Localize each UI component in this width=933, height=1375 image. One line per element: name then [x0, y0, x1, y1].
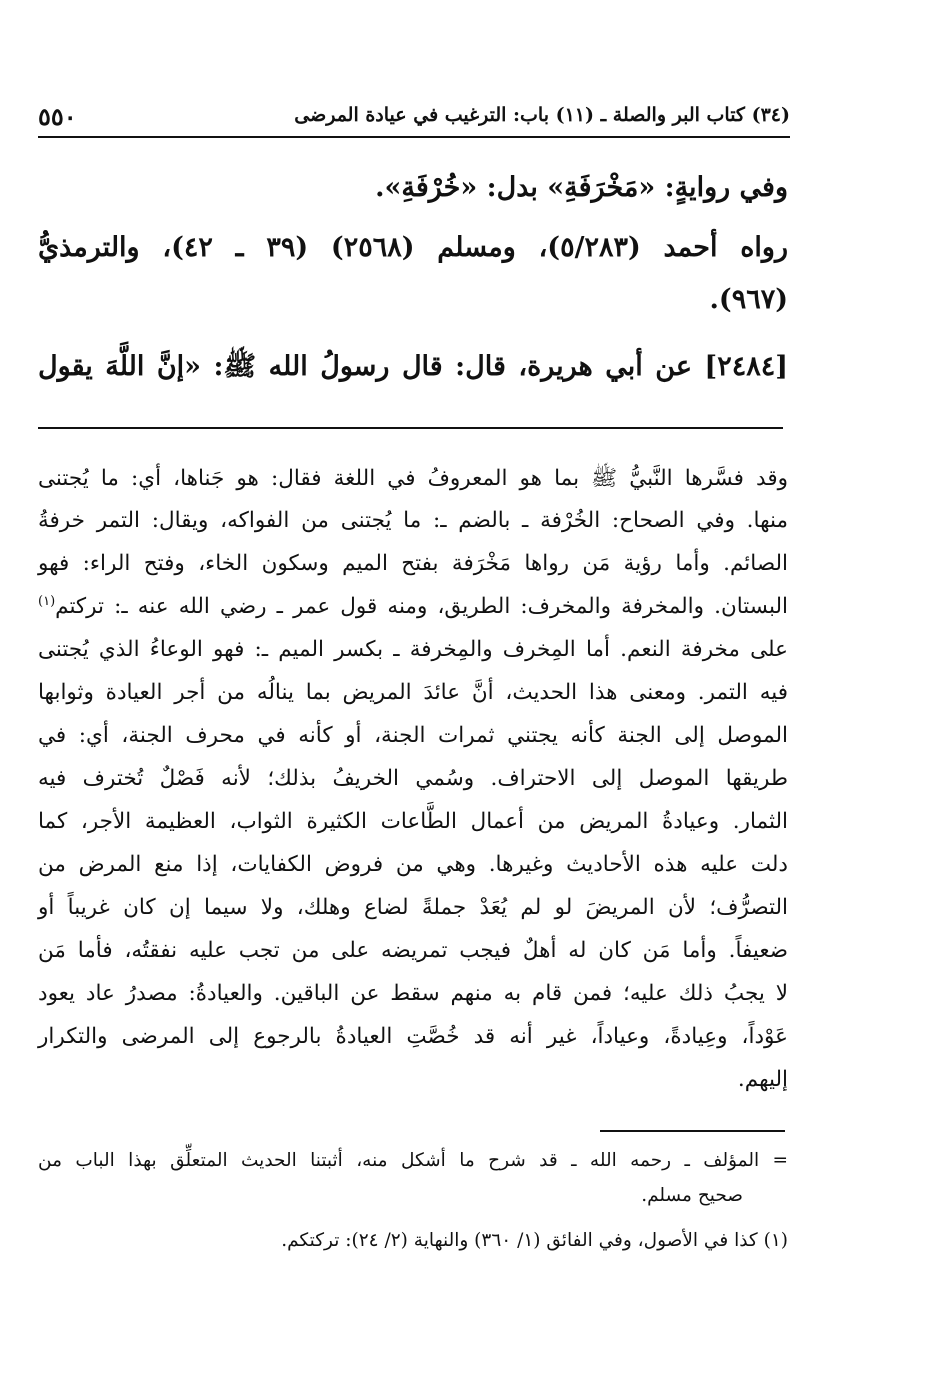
footnote-separator [600, 1130, 785, 1132]
commentary-line-13: لا يجبُ ذلك عليه؛ فمن قام به منهم سقط عن الباقين. والعيادةُ: مصدرُ عاد يعود [38, 981, 788, 1006]
commentary-line-11: التصرُّف؛ لأن المريضَ لو لم يُعَدْ جملةً لضاع وهلك، ولا سيما إن كان غريباً أو [38, 895, 788, 920]
hadith-2484-line: [٢٤٨٤] عن أبي هريرة، قال: قال رسولُ الله ﷺ: «إنَّ اللَّهَ يقول [38, 351, 788, 382]
commentary-line-9: الثمار. وعيادةُ المريض من أعمال الطَّاعات الكثيرة الثواب، العظيمة الأجر، كما [38, 809, 788, 834]
main-line-3: (٩٦٧). [709, 284, 788, 315]
running-title: (٣٤) كتاب البر والصلة ـ (١١) باب: الترغيب في عيادة المرضى [294, 104, 790, 126]
commentary-line-7: الموصل إلى الجنة كأنه يجتني ثمرات الجنة، أو كأنه في محرف الجنة، أي: في [38, 723, 788, 748]
main-line-1: وفي روايةٍ: «مَخْرَفَةِ» بدل: «خُرْفَةِ». [375, 172, 788, 203]
commentary-line-5: على مخرفة النعم. أما المِخرف والمِخرفة ـ بكسر الميم ـ: فهو الوعاءُ الذي يُجتنى [38, 637, 788, 662]
commentary-line-8: طريقها الموصل إلى الاحتراف. وسُمي الخريفُ بذلك؛ لأنه فَصْلٌ تُخترف فيه [38, 766, 788, 791]
footnote-1: (١) كذا في الأصول، وفي الفائق (١/ ٣٦٠) والنهاية (٢/ ٢٤): تركتكم. [281, 1230, 788, 1251]
main-line-2: رواه أحمد (٥/٢٨٣)، ومسلم (٢٥٦٨) (٣٩ ـ ٤٢)، والترمذيُّ [38, 232, 788, 263]
commentary-line-10: دلت عليه هذه الأحاديث وغيرها. وهي من فروض الكفايات، إذا منع المرض من [38, 852, 788, 877]
footnote-continuation: = المؤلف ـ رحمه الله ـ قد شرح ما أشكل منه، أثبتنا الحديث المتعلِّق بهذا الباب من [38, 1150, 788, 1171]
commentary-line-3: الصائم. وأما رؤية مَن رواها مَخْرَفة بفتح الميم وسكون الخاء، وفتح الراء: فهو [38, 551, 788, 576]
commentary-line-2: منها. وفي الصحاح: الخُرْفة ـ بالضم ـ: ما يُجتنى من الفواكه، ويقال: التمر خرفةُ [38, 508, 788, 533]
running-header [38, 98, 790, 138]
commentary-line-15: إليهم. [737, 1067, 788, 1092]
commentary-line-4 [38, 594, 788, 619]
section-divider [38, 427, 783, 429]
footnote-continuation-end: صحيح مسلم. [641, 1185, 743, 1206]
page-number: ٥٥٠ [38, 102, 77, 131]
commentary-line-14: عَوْداً، وعِيادةً، وعياداً، غير أنه قد خُصَّتِ العيادةُ بالرجوع إلى المرضى والتكرار [38, 1024, 788, 1049]
commentary-line-12: ضعيفاً. وأما مَن كان له أهلٌ فيجب تمريضه على من تجب عليه نفقتُه، فأما مَن [38, 938, 788, 963]
commentary-line-1: وقد فسَّرها النَّبيُّ ﷺ بما هو المعروفُ في اللغة فقال: هو جَناها، أي: ما يُجتنى [38, 466, 788, 491]
commentary-line-6: فيه التمر. ومعنى هذا الحديث، أنَّ عائدَ المريض بما ينالُه من أجر العيادة وثوابها [38, 680, 788, 705]
commentary-line-4-text: البستان. والمخرفة والمخرف: الطريق، ومنه قول عمر ـ رضي الله عنه ـ: تركتم [55, 594, 788, 620]
footnote-marker: (١) [38, 594, 56, 609]
